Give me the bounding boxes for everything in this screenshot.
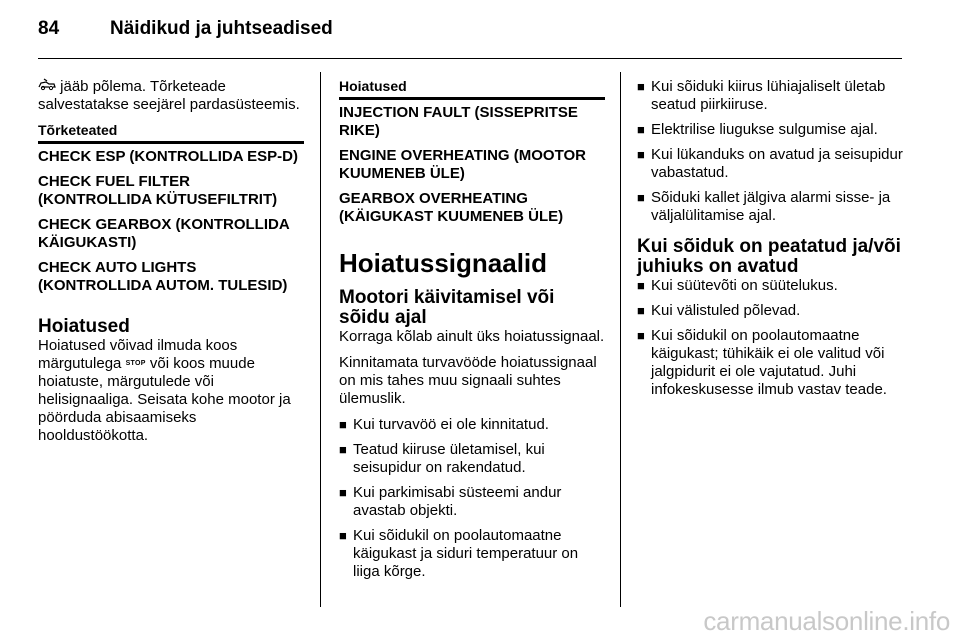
list-item: ■ Teatud kiiruse ületamisel, kui seisupidur on rakendatud. <box>339 441 545 476</box>
bullet-icon: ■ <box>637 122 645 137</box>
bullet-icon: ■ <box>637 79 645 94</box>
fault-item: INJECTION FAULT (SISSEPRITSE RIKE) <box>339 104 578 139</box>
bullet-list <box>637 277 903 399</box>
lead-paragraph <box>38 78 304 114</box>
list-item: ■ Kui välistuled põlevad. <box>637 302 801 319</box>
warnings-paragraph <box>38 337 304 445</box>
warnings-heading: Hoiatused <box>38 316 130 338</box>
bullet-icon: ■ <box>339 528 347 543</box>
list-item: ■ Kui süütevõti on süütelukus. <box>637 277 838 294</box>
paragraph: Korraga kõlab ainult üks hoiatussignaal. <box>339 328 605 345</box>
fault-item: CHECK ESP (KONTROLLIDA ESP-D) <box>38 148 299 166</box>
paragraph: Kinnitamata turvavööde hoiatussignaal on mis tahes muu signaali suhtes ülemuslik. <box>339 354 597 407</box>
fault-item: CHECK AUTO LIGHTS (KONTROLLIDA AUTOM. TULESID) <box>38 259 288 295</box>
section-title: Hoiatussignaalid <box>339 248 548 278</box>
column-1 <box>38 78 304 445</box>
chapter-title: Näidikud ja juhtseadised <box>110 18 333 39</box>
bullet-icon: ■ <box>339 485 347 500</box>
bullet-icon: ■ <box>339 442 347 457</box>
list-item: ■ Kui parkimisabi süsteemi andur avastab objekti. <box>339 484 562 519</box>
stop-icon: STOP <box>125 360 146 368</box>
column-2 <box>339 78 605 588</box>
bullet-icon: ■ <box>637 278 645 293</box>
page-header <box>38 18 902 48</box>
bullet-icon: ■ <box>637 303 645 318</box>
faults-list <box>38 148 304 295</box>
fault-item: ENGINE OVERHEATING (MOOTOR KUUMENEB ÜLE) <box>339 147 586 182</box>
fault-item: CHECK GEARBOX (KONTROLLIDA KÄIGUKASTI) <box>38 216 290 252</box>
bullet-list <box>637 78 903 225</box>
fault-item: CHECK FUEL FILTER (KONTROLLIDA KÜTUSEFILTRIT) <box>38 173 278 209</box>
column-3 <box>637 78 903 406</box>
bullet-icon: ■ <box>339 417 347 432</box>
header-rule <box>38 58 902 59</box>
page-number: 84 <box>38 18 60 39</box>
wrench-car-icon <box>38 78 56 96</box>
lead-text: jääb põlema. Tõrketeade salvestatakse seejärel pardasüsteemis. <box>38 78 300 114</box>
bullet-icon: ■ <box>637 190 645 205</box>
warnings-text-after: või koos muude hoiatuste, märgutulede või helisignaaliga. Seisata kohe mootor ja pöörduda abisaamiseks hooldustöökotta. <box>38 355 291 445</box>
bullet-icon: ■ <box>637 147 645 162</box>
list-item: ■ Elektrilise liugukse sulgumise ajal. <box>637 121 878 138</box>
column-divider-2 <box>620 72 621 607</box>
list-item: ■ Sõiduki kallet jälgiva alarmi sisse- ja väljalülitamise ajal. <box>637 189 891 224</box>
warnings-table-heading: Hoiatused <box>339 78 605 100</box>
warnings-fault-list <box>339 104 605 226</box>
watermark: carmanualsonline.info <box>703 606 950 636</box>
column-divider-1 <box>320 72 321 607</box>
list-item: ■ Kui lükanduks on avatud ja seisupidur vabastatud. <box>637 146 903 181</box>
list-item: ■ Kui turvavöö ei ole kinnitatud. <box>339 416 549 433</box>
warnings-text-before: Hoiatused võivad ilmuda koos märgutulega <box>38 337 238 373</box>
faults-heading: Tõrketeated <box>38 122 304 144</box>
subsection-title: Kui sõiduk on peatatud ja/või juhiuks on avatud <box>637 236 901 277</box>
list-item: ■ Kui sõidukil on poolautomaatne käigukast ja siduri temperatuur on liiga kõrge. <box>339 527 579 580</box>
list-item: ■ Kui sõidukil on poolautomaatne käigukast; tühikäik ei ole valitud või jalgpidurit ei ole vajutatud. Juhi infokeskusesse ilmub vastav teade. <box>637 327 887 398</box>
fault-item: GEARBOX OVERHEATING (KÄIGUKAST KUUMENEB ÜLE) <box>339 190 564 225</box>
bullet-icon: ■ <box>637 328 645 343</box>
bullet-list <box>339 416 605 581</box>
list-item: ■ Kui sõiduki kiirus lühiajaliselt ületab seatud piirkiiruse. <box>637 78 886 113</box>
subsection-title: Mootori käivitamisel või sõidu ajal <box>339 287 555 328</box>
